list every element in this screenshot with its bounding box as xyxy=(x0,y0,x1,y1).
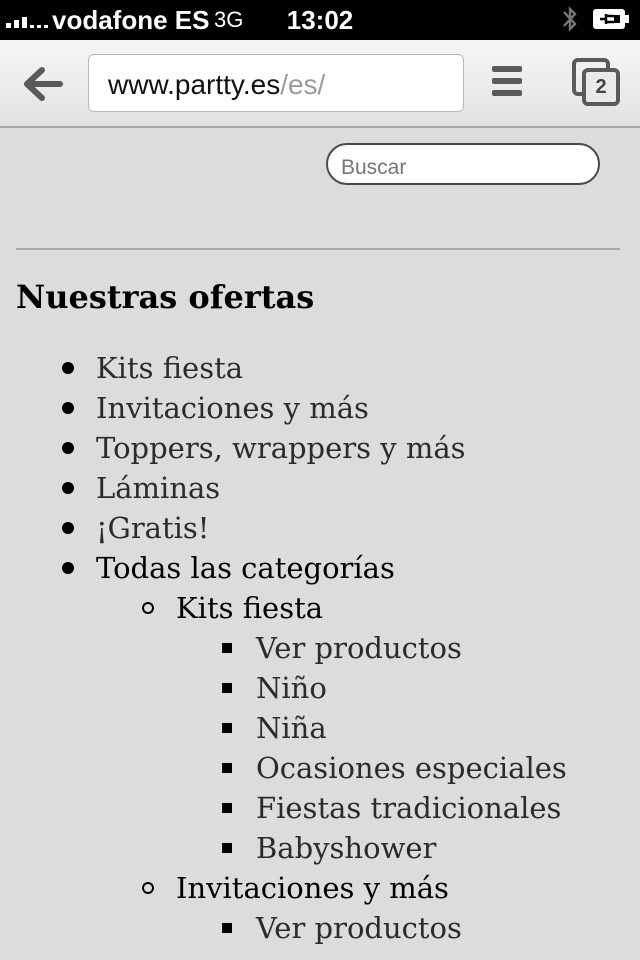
clock: 13:02 xyxy=(286,5,354,35)
tabs-button[interactable] xyxy=(572,58,622,108)
menu-item[interactable] xyxy=(0,508,640,548)
menu-item-label[interactable]: ¡Gratis! xyxy=(96,511,210,545)
list-bullet xyxy=(222,723,232,733)
menu-item[interactable] xyxy=(0,908,640,948)
menu-item-label[interactable]: Ver productos xyxy=(256,631,462,665)
network-type: 3G xyxy=(214,7,244,32)
list-bullet xyxy=(62,562,74,574)
menu-item-label: Kits fiesta xyxy=(176,591,324,625)
list-bullet xyxy=(62,482,74,494)
tab-count: 2 xyxy=(582,68,620,106)
menu-item-label: Todas las categorías xyxy=(96,551,395,585)
list-bullet xyxy=(222,923,232,933)
address-bar[interactable] xyxy=(88,54,464,112)
divider xyxy=(16,248,620,250)
menu-item-label[interactable]: Niño xyxy=(256,671,327,705)
list-bullet xyxy=(222,643,232,653)
menu-item xyxy=(0,868,640,908)
menu-item-label[interactable]: Ver productos xyxy=(256,911,462,945)
back-arrow-icon[interactable] xyxy=(20,62,66,106)
list-bullet xyxy=(62,522,74,534)
list-bullet xyxy=(62,442,74,454)
list-bullet xyxy=(142,882,154,894)
battery-icon xyxy=(592,8,630,30)
menu-item xyxy=(0,588,640,628)
search-input[interactable] xyxy=(326,143,600,185)
menu-item-label[interactable]: Niña xyxy=(256,711,327,745)
menu-item-label: Invitaciones y más xyxy=(176,871,449,905)
menu-item[interactable] xyxy=(0,828,640,868)
menu-item-label[interactable]: Invitaciones y más xyxy=(96,391,369,425)
menu-item-label[interactable]: Babyshower xyxy=(256,831,437,865)
menu-item[interactable] xyxy=(0,708,640,748)
menu-item[interactable] xyxy=(0,628,640,668)
browser-toolbar xyxy=(0,40,640,128)
list-bullet xyxy=(222,803,232,813)
list-bullet xyxy=(142,602,154,614)
menu-item[interactable] xyxy=(0,468,640,508)
menu-icon[interactable] xyxy=(492,66,524,100)
menu-item-label[interactable]: Ocasiones especiales xyxy=(256,751,567,785)
list-bullet xyxy=(62,362,74,374)
menu-item-label[interactable]: Fiestas tradicionales xyxy=(256,791,562,825)
url-path: /es/ xyxy=(280,69,326,100)
menu-item[interactable] xyxy=(0,748,640,788)
menu-item[interactable] xyxy=(0,788,640,828)
menu-item[interactable] xyxy=(0,348,640,388)
menu-item[interactable] xyxy=(0,428,640,468)
menu-item[interactable] xyxy=(0,388,640,428)
menu-item[interactable] xyxy=(0,668,640,708)
menu-item-label[interactable]: Láminas xyxy=(96,471,221,505)
bluetooth-icon xyxy=(560,4,580,34)
url-host: www.partty.es xyxy=(108,69,281,100)
list-bullet xyxy=(222,763,232,773)
status-bar xyxy=(0,0,640,40)
menu-item-label[interactable]: Toppers, wrappers y más xyxy=(96,431,466,465)
menu-item xyxy=(0,548,640,588)
menu-item-label[interactable]: Kits fiesta xyxy=(96,351,244,385)
list-bullet xyxy=(222,683,232,693)
category-menu xyxy=(0,348,640,948)
list-bullet xyxy=(222,843,232,853)
carrier-name: vodafone ES xyxy=(52,5,210,35)
page-heading: Nuestras ofertas xyxy=(16,278,315,316)
list-bullet xyxy=(62,402,74,414)
